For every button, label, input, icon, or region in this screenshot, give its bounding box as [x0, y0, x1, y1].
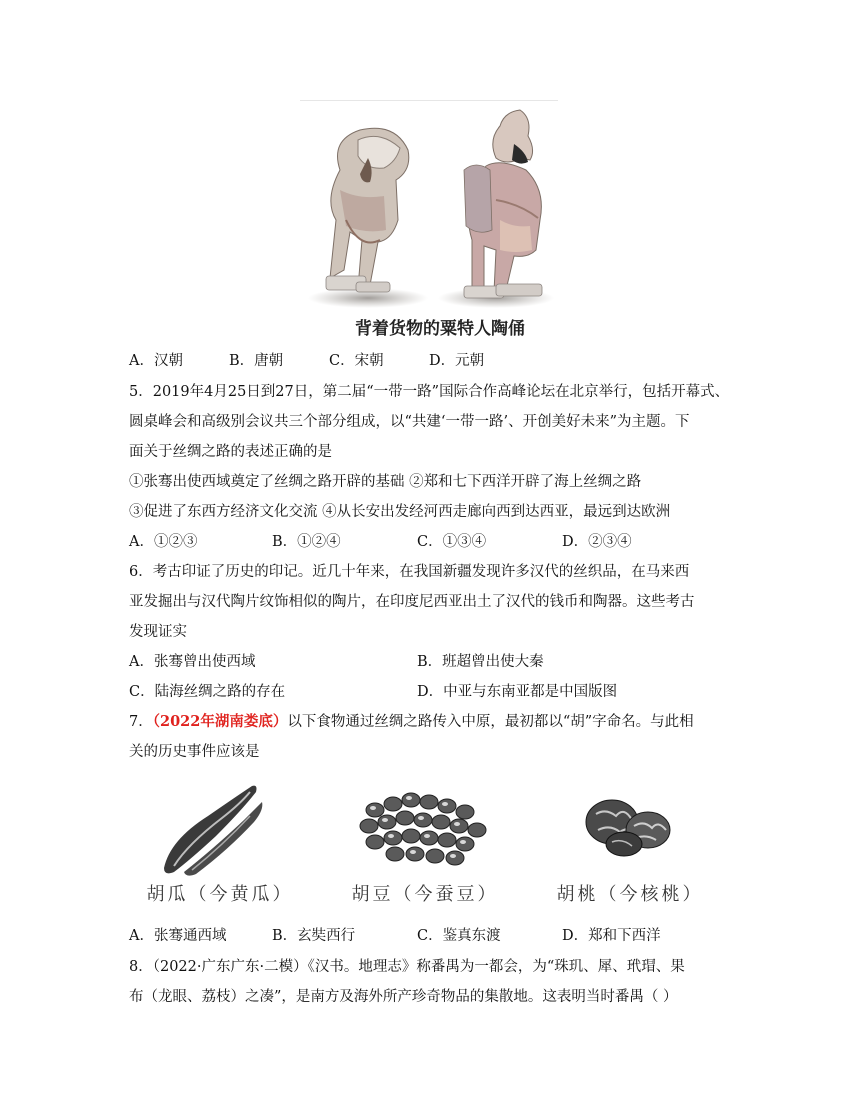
figure-caption: 背着货物的粟特人陶俑 [355, 319, 525, 339]
q8-line-1: 8．（2022·广东广东·二模）《汉书。地理志》称番禺为一都会，为“珠玑、犀、玳瑁、果 [129, 959, 685, 975]
q5-option-a: A．①②③ [129, 534, 198, 550]
q7-option-b: B．玄奘西行 [272, 928, 356, 944]
q8-line-2: 布（龙眼、荔枝）之凑”，是南方及海外所产珍奇物品的集散地。这表明当时番禺（ ） [129, 989, 678, 1005]
right-figurine [438, 110, 554, 308]
q7-number: 7． [129, 714, 153, 730]
food-label-walnut: 胡桃（今核桃） [556, 884, 704, 905]
q7-line-1 [129, 710, 694, 731]
q4-option-a: A．汉朝 [129, 353, 183, 369]
q4-option-b: B．唐朝 [229, 353, 284, 369]
food-cucumber [130, 780, 310, 912]
foods-figure [130, 780, 720, 912]
q5-line-3: 面关于丝绸之路的表述正确的是 [129, 444, 332, 460]
q7-option-d: D．郑和下西洋 [562, 928, 661, 944]
q7-option-a: A．张骞通西域 [129, 928, 227, 944]
q6-line-3: 发现证实 [129, 624, 187, 640]
q5-line-1: 5．2019年4月25日到27日，第二届“一带一路”国际合作高峰论坛在北京举行，包括开幕式、 [129, 384, 730, 400]
sogdian-figurines-figure [300, 100, 558, 340]
food-label-cucumber: 胡瓜（今黄瓜） [146, 884, 294, 905]
broad-bean-drawing [335, 780, 515, 880]
figure-top-rule [300, 100, 558, 101]
q5-statement-2: ③促进了东西方经济文化交流 ④从长安出发经河西走廊向西到达西亚，最远到达欧洲 [129, 504, 671, 520]
food-label-broad-bean: 胡豆（今蚕豆） [351, 884, 499, 905]
q5-statement-1: ①张骞出使西域奠定了丝绸之路开辟的基础 ②郑和七下西洋开辟了海上丝绸之路 [129, 474, 642, 490]
q7-option-c: C．鉴真东渡 [417, 928, 501, 944]
q6-line-1: 6．考古印证了历史的印记。近几十年来，在我国新疆发现许多汉代的丝织品，在马来西 [129, 564, 690, 580]
q5-option-c: C．①③④ [417, 534, 487, 550]
q5-line-2: 圆桌峰会和高级别会议共三个部分组成，以“共建‘一带一路’、开创美好未来”为主题。下 [129, 414, 690, 430]
q4-option-d: D．元朝 [429, 353, 485, 369]
left-figurine [308, 128, 428, 308]
walnut-drawing [540, 780, 720, 880]
figurines-illustration [300, 100, 558, 310]
q6-option-d: D．中亚与东南亚都是中国版图 [417, 684, 618, 700]
q6-option-b: B．班超曾出使大秦 [417, 654, 544, 670]
q7-line-2: 关的历史事件应该是 [129, 744, 260, 760]
q4-option-c: C．宋朝 [329, 353, 384, 369]
q7-line-1-text: 以下食物通过丝绸之路传入中原，最初都以“胡”字命名。与此相 [287, 714, 694, 730]
q6-option-c: C．陆海丝绸之路的存在 [129, 684, 286, 700]
q5-option-d: D．②③④ [562, 534, 632, 550]
food-broad-bean [335, 780, 515, 912]
q5-option-b: B．①②④ [272, 534, 341, 550]
q6-line-2: 亚发掘出与汉代陶片纹饰相似的陶片，在印度尼西亚出土了汉代的钱币和陶器。这些考古 [129, 594, 695, 610]
q6-option-a: A．张骞曾出使西域 [129, 654, 256, 670]
food-walnut [540, 780, 720, 912]
q7-source: （2022年湖南娄底） [152, 713, 288, 730]
cucumber-drawing [130, 780, 310, 880]
